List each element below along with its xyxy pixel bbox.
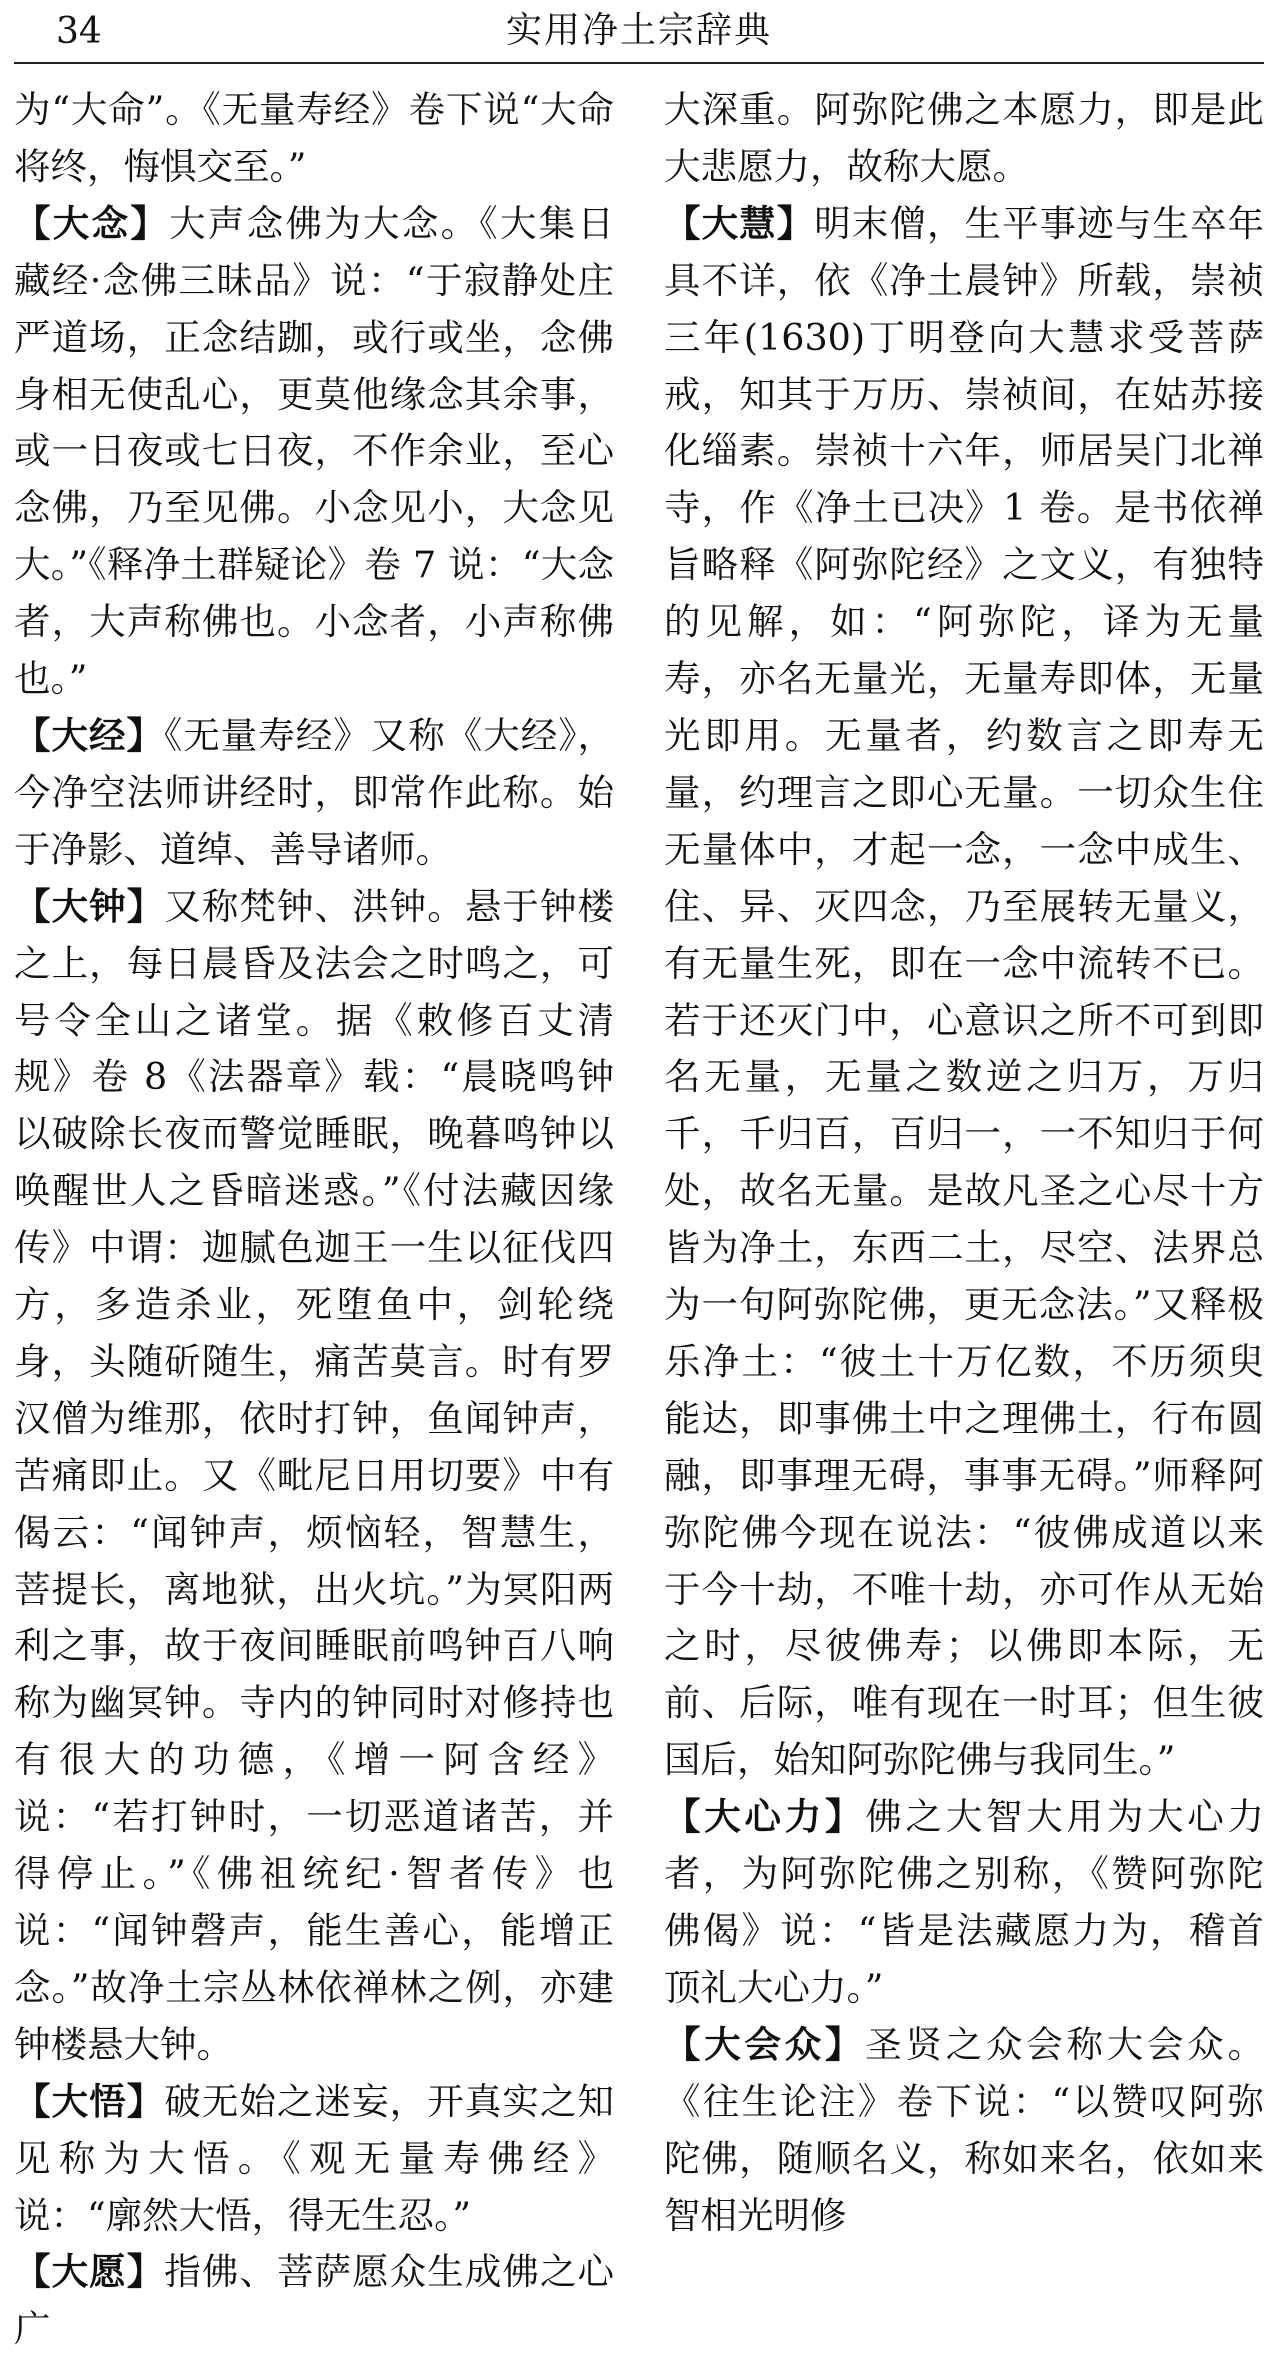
entry-text: 指佛、菩萨愿众生成佛之心广 bbox=[14, 2250, 615, 2351]
entry bbox=[14, 2244, 614, 2358]
entry bbox=[14, 708, 614, 879]
entry bbox=[664, 196, 1264, 1789]
page-number: 34 bbox=[56, 11, 102, 52]
entry bbox=[14, 196, 614, 708]
entry-headword: 【大钟】 bbox=[14, 884, 165, 928]
entry-text: 大声念佛为大念。《大集日藏经·念佛三昧品》说：“于寂静处庄严道场，正念结跏，或行或坐，念佛身相无使乱心，更莫他缘念其余事，或一日夜或七日夜，不作余业，至心念佛，乃至见佛。小念见小，大念见大。”《释净土群疑论》卷 7 说：“大念者，大声称佛也。小念者，小声称佛也。” bbox=[14, 201, 615, 701]
book-title: 实用净土宗辞典 bbox=[505, 10, 772, 51]
entry bbox=[664, 2017, 1264, 2245]
entry-headword: 【大经】 bbox=[14, 713, 164, 757]
entry-text: 《无量寿经》又称《大经》，今净空法师讲经时，即常作此称。始于净影、道绰、善导诸师。 bbox=[14, 713, 614, 871]
entry-text: 破无始之迷妄，开真实之知见称为大悟。《观无量寿佛经》说：“廓然大悟，得无生忍。” bbox=[14, 2079, 615, 2237]
entry-text: 又称梵钟、洪钟。悬于钟楼之上，每日晨昏及法会之时鸣之，可号令全山之诸堂。据《敕修百丈清规》卷 8《法器章》载：“晨晓鸣钟以破除长夜而警觉睡眠，晚暮鸣钟以唤醒世人之昏暗迷惑。”《付法藏因缘传》中谓：迦腻色迦王一生以征伐四方，多造杀业，死堕鱼中，剑轮绕身，头随斫随生，痛苦莫言。时有罗汉僧为维那，依时打钟，鱼闻钟声，苦痛即止。又《毗尼日用切要》中有偈云：“闻钟声，烦恼轻，智慧生，菩提长，离地狱，出火坑。”为冥阳两利之事，故于夜间睡眠前鸣钟百八响称为幽冥钟。寺内的钟同时对修持也有很大的功德，《增一阿含经》说：“若打钟时，一切恶道诸苦，并得停止。”《佛祖统纪·智者传》也说：“闻钟磬声，能生善心，能增正念。”故净土宗丛林依禅林之例，亦建钟楼悬大钟。 bbox=[14, 884, 615, 2066]
entry bbox=[14, 2074, 614, 2245]
page-header bbox=[0, 0, 1278, 66]
left-column bbox=[14, 82, 615, 2351]
entry-headword: 【大悟】 bbox=[14, 2079, 165, 2123]
right-column bbox=[664, 82, 1265, 2237]
entry bbox=[14, 82, 614, 196]
entry-text: 明末僧，生平事迹与生卒年具不详，依《净土晨钟》所载，崇祯三年(1630)丁明登向大慧求受菩萨戒，知其于万历、崇祯间，在姑苏接化缁素。崇祯十六年，师居吴门北禅寺，作《净土已决》1 卷。是书依禅旨略释《阿弥陀经》之文义，有独特的见解，如：“阿弥陀，译为无量寿，亦名无量光，无量寿即体，无量光即用。无量者，约数言之即寿无量，约理言之即心无量。一切众生住无量体中，才起一念，一念中成生、住、异、灭四念，乃至展转无量义，有无量生死，即在一念中流转不已。若于还灭门中，心意识之所不可到即名无量，无量之数逆之归万，万归千，千归百，百归一，一不知归于何处，故名无量。是故凡圣之心尽十方皆为净土，东西二土，尽空、法界总为一句阿弥陀佛，更无念法。”又释极乐净土：“彼土十万亿数，不历须臾能达，即事佛土中之理佛土，行布圆融，即事理无碍，事事无碍。”师释阿弥陀佛今现在说法：“彼佛成道以来于今十劫，不唯十劫，亦可作从无始之时，尽彼佛寿；以佛即本际，无前、后际，唯有现在一时耳；但生彼国后，始知阿弥陀佛与我同生。” bbox=[664, 201, 1265, 1782]
entry bbox=[664, 1789, 1264, 2017]
entry-headword: 【大心力】 bbox=[664, 1795, 866, 1839]
entry-text: 圣贤之众会称大会众。《往生论注》卷下说：“以赞叹阿弥陀佛，随顺名义，称如来名，依如来智相光明修 bbox=[664, 2022, 1264, 2237]
entry bbox=[14, 879, 614, 2074]
entry-headword: 【大念】 bbox=[14, 201, 170, 245]
entry-headword: 【大愿】 bbox=[14, 2250, 165, 2294]
entry-text: 大深重。阿弥陀佛之本愿力，即是此大悲愿力，故称大愿。 bbox=[664, 88, 1264, 188]
entry bbox=[664, 82, 1264, 196]
entry-text: 为“大命”。《无量寿经》卷下说“大命将终，悔惧交至。” bbox=[14, 88, 614, 188]
header-rule bbox=[14, 62, 1264, 64]
entry-headword: 【大慧】 bbox=[664, 201, 815, 245]
entry-headword: 【大会众】 bbox=[664, 2022, 866, 2066]
entry-text: 佛之大智大用为大心力者，为阿弥陀佛之别称，《赞阿弥陀佛偈》说：“皆是法藏愿力为，稽首顶礼大心力。” bbox=[664, 1795, 1264, 2009]
